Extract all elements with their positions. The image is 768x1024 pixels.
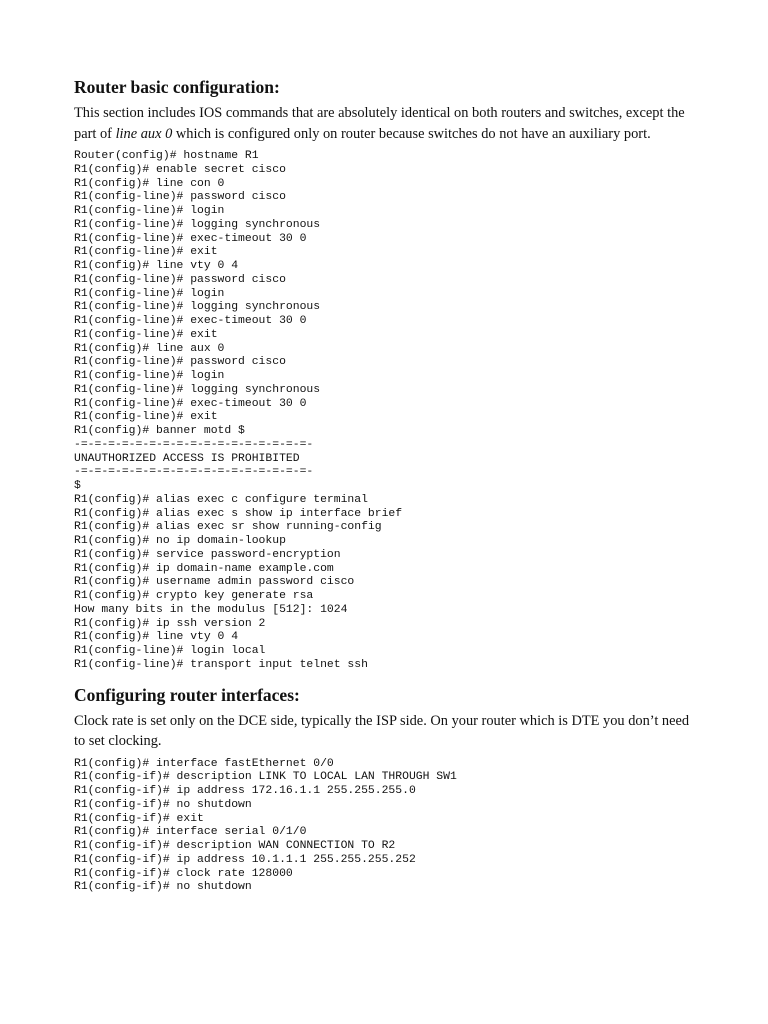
code-line: R1(config-line)# login [74, 287, 225, 300]
code-line: R1(config)# service password-encryption [74, 548, 341, 561]
code-block-basic-config [74, 150, 694, 673]
code-line: R1(config-line)# logging synchronous [74, 383, 321, 396]
code-line: R1(config-line)# password cisco [74, 191, 286, 204]
code-line: R1(config)# line vty 0 4 [74, 260, 239, 272]
code-line: R1(config)# username admin password cisco [74, 576, 355, 589]
code-line: R1(config-if)# description WAN CONNECTION TO R2 [74, 840, 396, 852]
code-line: R1(config-line)# exec-timeout 30 0 [74, 315, 307, 327]
code-line: R1(config-line)# password cisco [74, 356, 286, 369]
code-line: R1(config-if)# ip address 172.16.1.1 255.255.255.0 [74, 785, 416, 797]
intro-text-italic: line aux 0 [115, 125, 173, 142]
code-line: $ [74, 480, 81, 492]
code-line: Router(config)# hostname R1 [74, 150, 259, 162]
code-line: R1(config-line)# login [74, 205, 225, 217]
section-router-interfaces [74, 684, 694, 896]
code-line: R1(config)# alias exec s show ip interface brief [74, 507, 403, 520]
code-line: R1(config-line)# exit [74, 328, 218, 341]
section-intro-paragraph [74, 103, 694, 144]
code-line: R1(config)# alias exec sr show running-config [74, 521, 382, 534]
code-line: -=-=-=-=-=-=-=-=-=-=-=-=-=-=-=-=-=- [74, 466, 314, 479]
code-line: R1(config-line)# logging synchronous [74, 218, 321, 231]
document-page [74, 76, 694, 895]
code-line: UNAUTHORIZED ACCESS IS PROHIBITED [74, 452, 300, 465]
code-line: R1(config-if)# description LINK TO LOCAL LAN THROUGH SW1 [74, 771, 457, 784]
code-line: R1(config-line)# login local [74, 645, 266, 657]
code-line: R1(config)# interface fastEthernet 0/0 [74, 757, 334, 770]
code-line: R1(config-line)# login [74, 370, 225, 382]
code-line: R1(config)# line vty 0 4 [74, 631, 239, 644]
code-line: R1(config-if)# no shutdown [74, 881, 252, 894]
section-heading-router-basic: Router basic configuration: [74, 77, 280, 97]
intro-text-part2: which is configured only on router because switches do not have an auxiliary port. [172, 125, 651, 142]
code-block-interface-config [74, 758, 694, 896]
code-line: R1(config-line)# transport input telnet ssh [74, 658, 368, 671]
code-line: R1(config-if)# no shutdown [74, 798, 252, 811]
code-line: R1(config)# banner motd $ [74, 425, 245, 437]
code-line: R1(config-line)# logging synchronous [74, 301, 321, 314]
code-line: R1(config)# crypto key generate rsa [74, 590, 314, 602]
intro-text-part1: This section includes IOS commands that are absolutely identical on both routers and switches, except the part of [74, 105, 685, 142]
section-interfaces-paragraph: Clock rate is set only on the DCE side, typically the ISP side. On your router which is DTE you don’t need to set clocking. [74, 712, 690, 749]
code-line: R1(config-line)# exit [74, 246, 218, 259]
code-line: R1(config-if)# exit [74, 812, 204, 825]
code-line: R1(config)# line aux 0 [74, 342, 225, 355]
code-line: R1(config)# no ip domain-lookup [74, 535, 286, 547]
code-line: R1(config)# ip ssh version 2 [74, 617, 266, 630]
code-line: R1(config)# interface serial 0/1/0 [74, 826, 307, 839]
code-line: R1(config-line)# exec-timeout 30 0 [74, 232, 307, 245]
code-line: R1(config-line)# exit [74, 411, 218, 424]
code-line: How many bits in the modulus [512]: 1024 [74, 603, 348, 616]
code-line: R1(config-line)# password cisco [74, 273, 286, 286]
code-line: R1(config)# alias exec c configure terminal [74, 493, 368, 506]
code-line: R1(config-if)# ip address 10.1.1.1 255.255.255.252 [74, 853, 416, 866]
section-heading-router-interfaces: Configuring router interfaces: [74, 684, 300, 705]
code-line: -=-=-=-=-=-=-=-=-=-=-=-=-=-=-=-=-=- [74, 438, 314, 451]
code-line: R1(config-line)# exec-timeout 30 0 [74, 397, 307, 410]
code-line: R1(config)# line con 0 [74, 177, 225, 190]
code-line: R1(config)# ip domain-name example.com [74, 562, 334, 575]
code-line: R1(config-if)# clock rate 128000 [74, 867, 293, 880]
code-line: R1(config)# enable secret cisco [74, 163, 286, 176]
